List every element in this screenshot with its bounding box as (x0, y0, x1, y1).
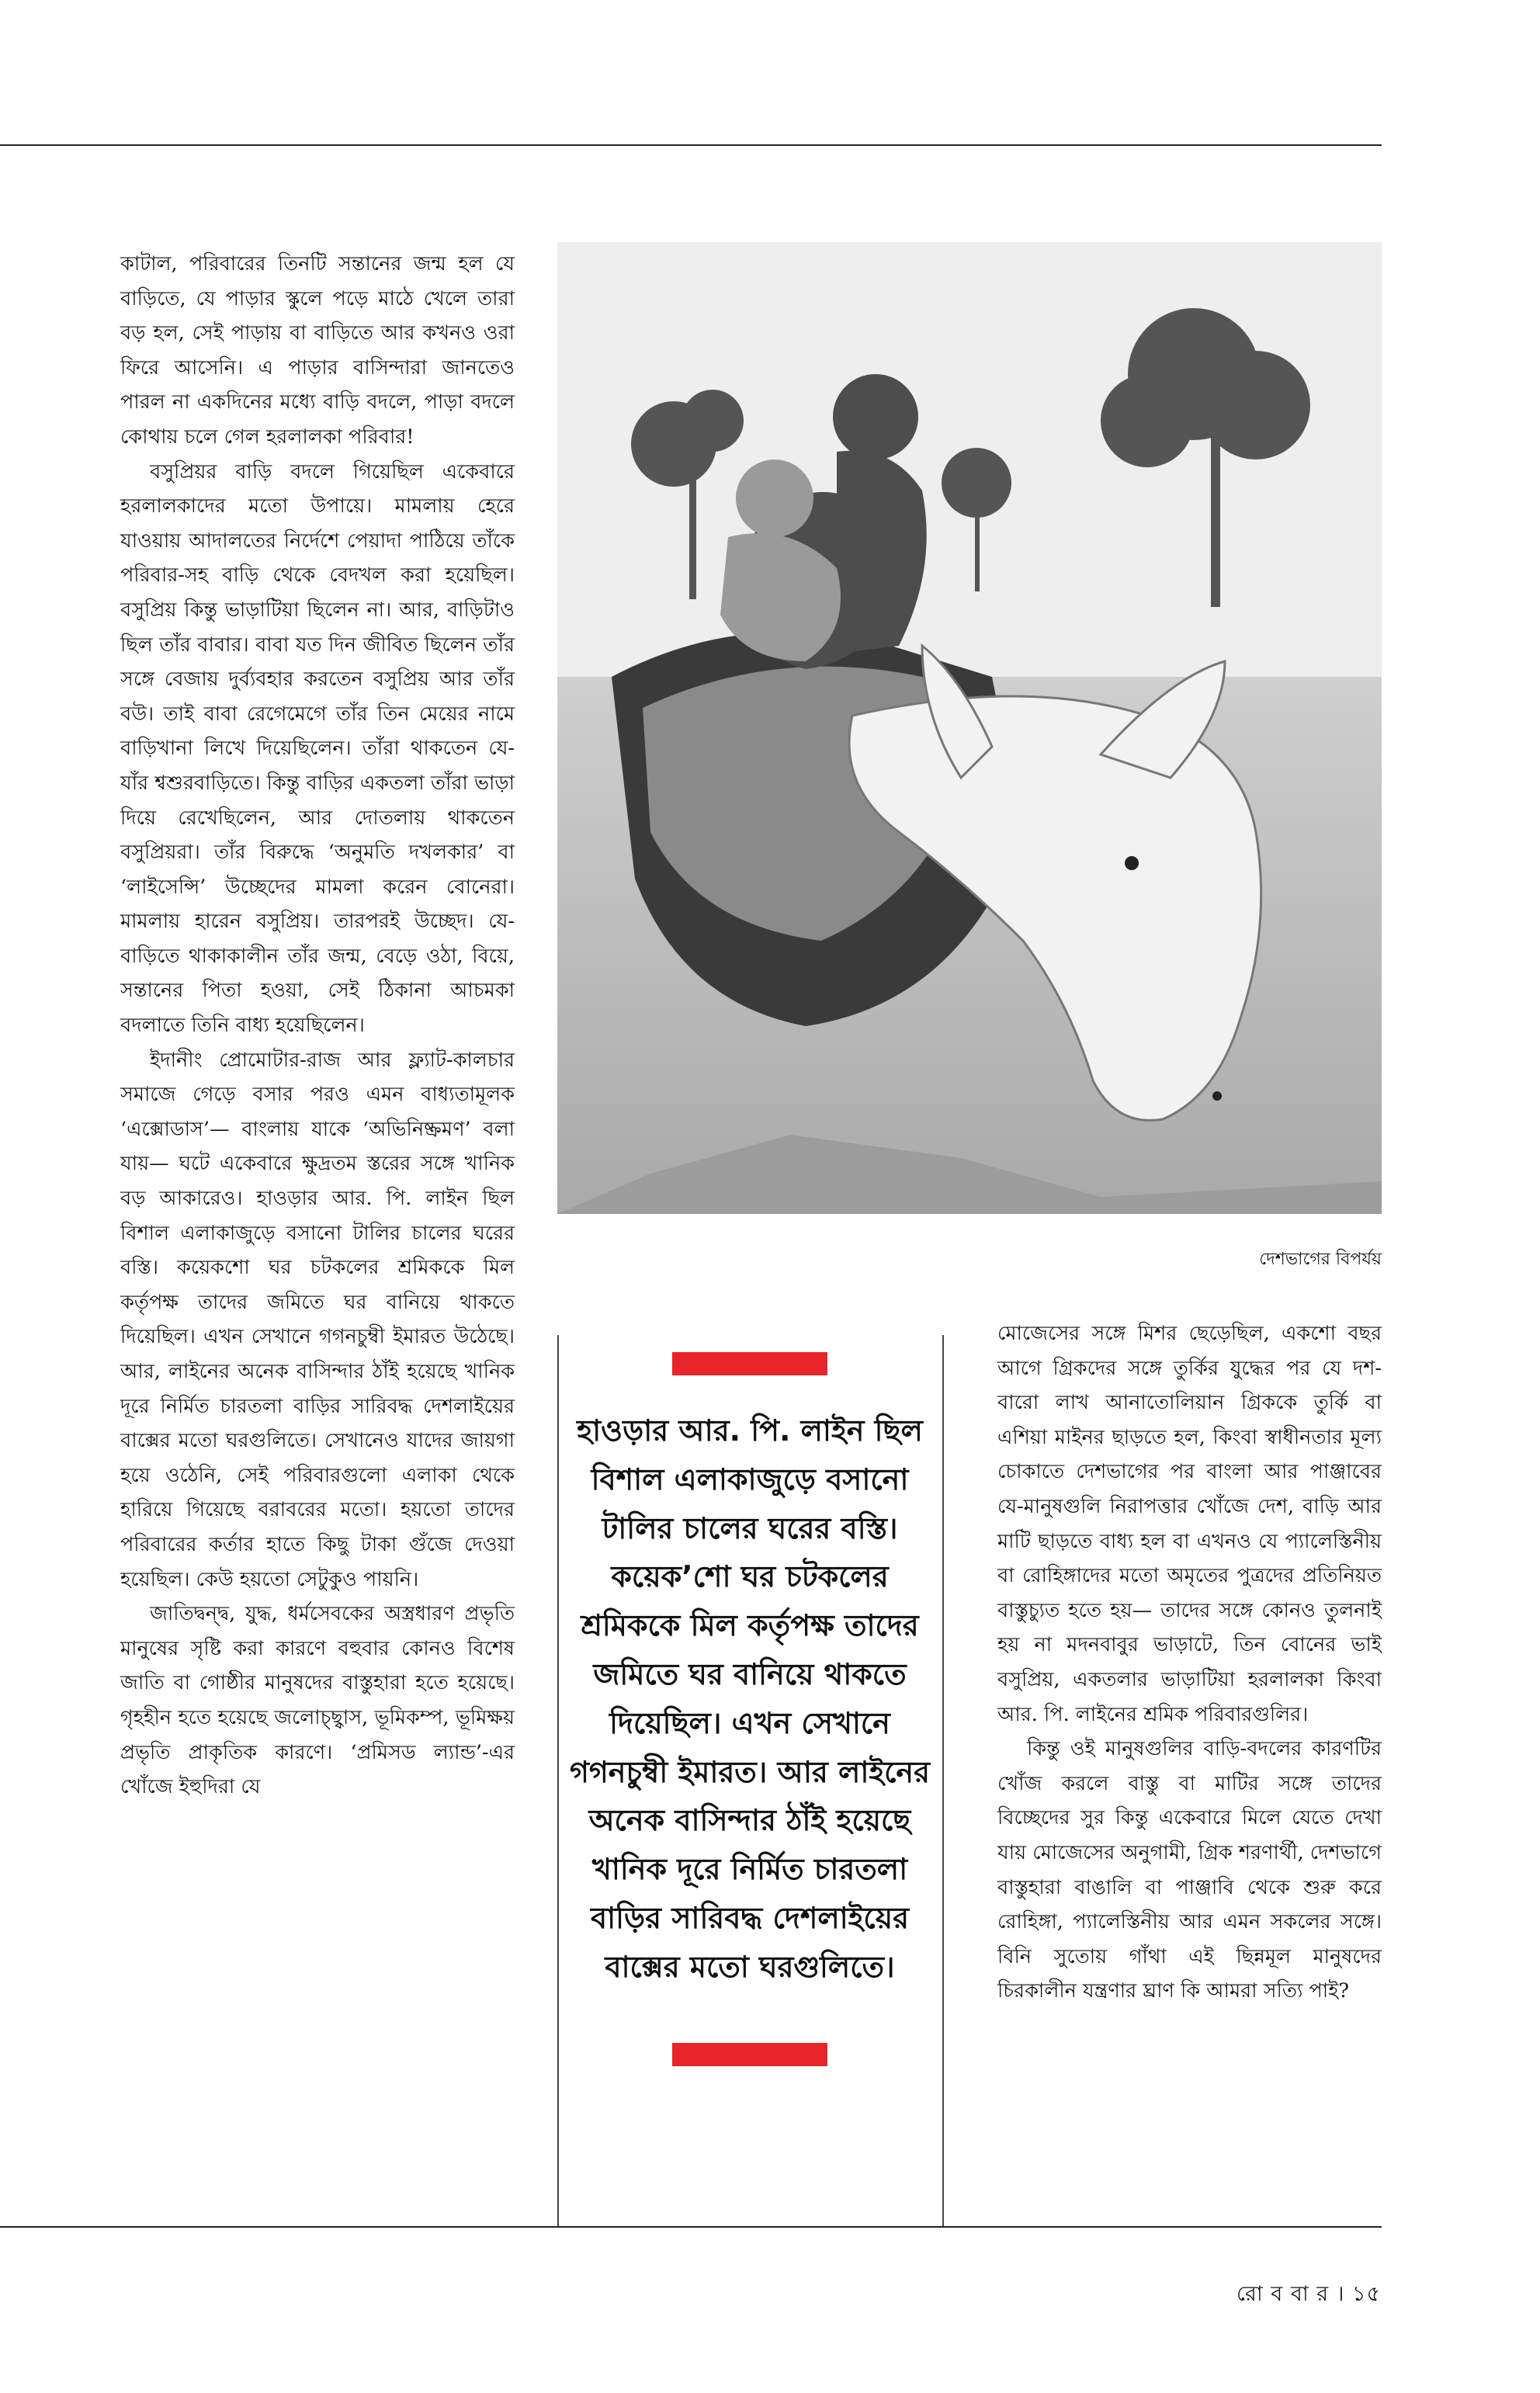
pull-quote-top-bar (672, 1352, 827, 1375)
page-footer: রো ব বা র । ১৫ (1237, 2282, 1381, 2306)
column-divider-right (942, 1335, 944, 2226)
column-divider-left (557, 1335, 559, 2226)
bottom-rule (0, 2226, 1382, 2228)
paragraph: মোজেসের সঙ্গে মিশর ছেড়েছিল, একশো বছর আগে গ্রিকদের সঙ্গে তুর্কির যুদ্ধের পর যে দশ-বারো লাখ আনাতোলিয়ান গ্রিককে তুর্কি বা এশিয়া মাইনর ছাড়তে হল, কিংবা স্বাধীনতার মূল্য চোকাতে দেশভাগের পর বাংলা আর পাঞ্জাবের যে-মানুষগুলি নিরাপত্তার খোঁজে দেশ, বাড়ি আর মাটি ছাড়তে বাধ্য হল বা এখনও যে প্যালেস্তিনীয় বা রোহিঙ্গাদের মতো অমৃতের পুত্রদের প্রতিনিয়ত বাস্তুচ্যুত হতে হয়— তাদের সঙ্গে কোনও তুলনাই হয় না মদনবাবুর ভাড়াটে, তিন বোনের ভাই বসুপ্রিয়, একতলার ভাড়াটিয়া হরলালকা কিংবা আর. পি. লাইনের শ্রমিক পরিবারগুলির। (997, 1322, 1382, 1726)
paragraph: বসুপ্রিয়র বাড়ি বদলে গিয়েছিল একেবারে হরলালকাদের মতো উপায়ে। মামলায় হেরে যাওয়ায় আদালতের নির্দেশে পেয়াদা পাঠিয়ে তাঁকে পরিবার-সহ বাড়ি থেকে বেদখল করা হয়েছিল। বসুপ্রিয় কিন্তু ভাড়াটিয়া ছিলেন না। আর, বাড়িটাও ছিল তাঁর বাবার। বাবা যত দিন জীবিত ছিলেন তাঁর সঙ্গে বেজায় দুর্ব্যবহার করতেন বসুপ্রিয় আর তাঁর বউ। তাই বাবা রেগেমেগে তাঁর তিন মেয়ের নামে বাড়িখানা লিখে দিয়েছিলেন। তাঁরা থাকতেন যে-যাঁর শ্বশুরবাড়িতে। কিন্তু বাড়ির একতলা তাঁরা ভাড়া দিয়ে রেখেছিলেন, আর দোতলায় থাকতেন বসুপ্রিয়রা। তাঁর বিরুদ্ধে ‘অনুমতি দখলকার’ বা ‘লাইসেন্সি’ উচ্ছেদের মামলা করেন বোনেরা। মামলায় হারেন বসুপ্রিয়। তারপরই উচ্ছেদ। যে-বাড়িতে থাকাকালীন তাঁর জন্ম, বেড়ে ওঠা, বিয়ে, সন্তানের পিতা হওয়া, সেই ঠিকানা আচমকা বদলাতে তিনি বাধ্য হয়েছিলেন। (120, 460, 515, 1038)
photo-children-on-donkey (557, 242, 1382, 1214)
paragraph: জাতিদ্বন্দ্ব, যুদ্ধ, ধর্মসেবকের অস্ত্রধারণ প্রভৃতি মানুষের সৃষ্টি করা কারণে বহুবার কোনও বিশেষ জাতি বা গোষ্ঠীর মানুষদের বাস্তুহারা হতে হয়েছে। গৃহহীন হতে হয়েছে জলোচ্ছ্বাস, ভূমিকম্প, ভূমিক্ষয় প্রভৃতি প্রাকৃতিক কারণে। ‘প্রমিসড ল্যান্ড’-এর খোঁজে ইহুদিরা যে (120, 1602, 515, 1799)
paragraph: কাটাল, পরিবারের তিনটি সন্তানের জন্ম হল যে বাড়িতে, যে পাড়ার স্কুলে পড়ে মাঠে খেলে তারা বড় হল, সেই পাড়ায় বা বাড়িতে আর কখনও ওরা ফিরে আসেনি। এ পাড়ার বাসিন্দারা জানতেও পারল না একদিনের মধ্যে বাড়ি বদলে, পাড়া বদলে কোথায় চলে গেল হরলালকা পরিবার! (120, 252, 515, 449)
top-rule (0, 144, 1382, 146)
column-left (120, 247, 515, 1805)
pull-quote-bottom-bar (672, 2043, 827, 2066)
paragraph: ইদানীং প্রোমোটার-রাজ আর ফ্ল্যাট-কালচার সমাজে গেড়ে বসার পরও এমন বাধ্যতামূলক ‘এক্সোডাস’— বাংলায় যাকে ‘অভিনিষ্ক্রমণ’ বলা যায়— ঘটে একেবারে ক্ষুদ্রতম স্তরের সঙ্গে খানিক বড় আকারেও। হাওড়ার আর. পি. লাইন ছিল বিশাল এলাকাজুড়ে বসানো টালির চালের ঘরের বস্তি। কয়েকশো ঘর চটকলের শ্রমিককে মিল কর্তৃপক্ষ তাদের জমিতে ঘর বানিয়ে থাকতে দিয়েছিল। এখন সেখানে গগনচুম্বী ইমারত উঠেছে। আর, লাইনের অনেক বাসিন্দার ঠাঁই হয়েছে খানিক দূরে নির্মিত চারতলা বাড়ির সারিবদ্ধ দেশলাইয়ের বাক্সের মতো ঘরগুলিতে। সেখানেও যাদের জায়গা হয়ে ওঠেনি, সেই পরিবারগুলো এলাকা থেকে হারিয়ে গিয়েছে বরাবরের মতো। হয়তো তাদের পরিবারের কর্তার হাতে কিছু টাকা গুঁজে দেওয়া হয়েছিল। কেউ হয়তো সেটুকুও পায়নি। (120, 1048, 515, 1591)
column-right (997, 1316, 1382, 2009)
photo-caption: দেশভাগের বিপর্যয় (1259, 1250, 1382, 1269)
pull-quote (568, 1352, 931, 2066)
pull-quote-text: হাওড়ার আর. পি. লাইন ছিল বিশাল এলাকাজুড়ে বসানো টালির চালের ঘরের বস্তি। কয়েক’শো ঘর চটকলের শ্রমিককে মিল কর্তৃপক্ষ তাদের জমিতে ঘর বানিয়ে থাকতে দিয়েছিল। এখন সেখানে গগনচুম্বী ইমারত। আর লাইনের অনেক বাসিন্দার ঠাঁই হয়েছে খানিক দূরে নির্মিত চারতলা বাড়ির সারিবদ্ধ দেশলাইয়ের বাক্সের মতো ঘরগুলিতে। (569, 1413, 930, 1984)
paragraph: কিন্তু ওই মানুষগুলির বাড়ি-বদলের কারণটির খোঁজ করলে বাস্তু বা মাটির সঙ্গে তাদের বিচ্ছেদের সুর কিন্তু একেবারে মিলে যেতে দেখা যায় মোজেসের অনুগামী, গ্রিক শরণার্থী, দেশভাগে বাস্তুহারা বাঙালি বা পাঞ্জাবি থেকে শুরু করে রোহিঙ্গা, প্যালেস্তিনীয় আর এমন সকলের সঙ্গে। বিনি সুতোয় গাঁথা এই ছিন্নমূল মানুষদের চিরকালীন যন্ত্রণার ঘ্রাণ কি আমরা সত্যি পাই? (997, 1737, 1382, 2003)
